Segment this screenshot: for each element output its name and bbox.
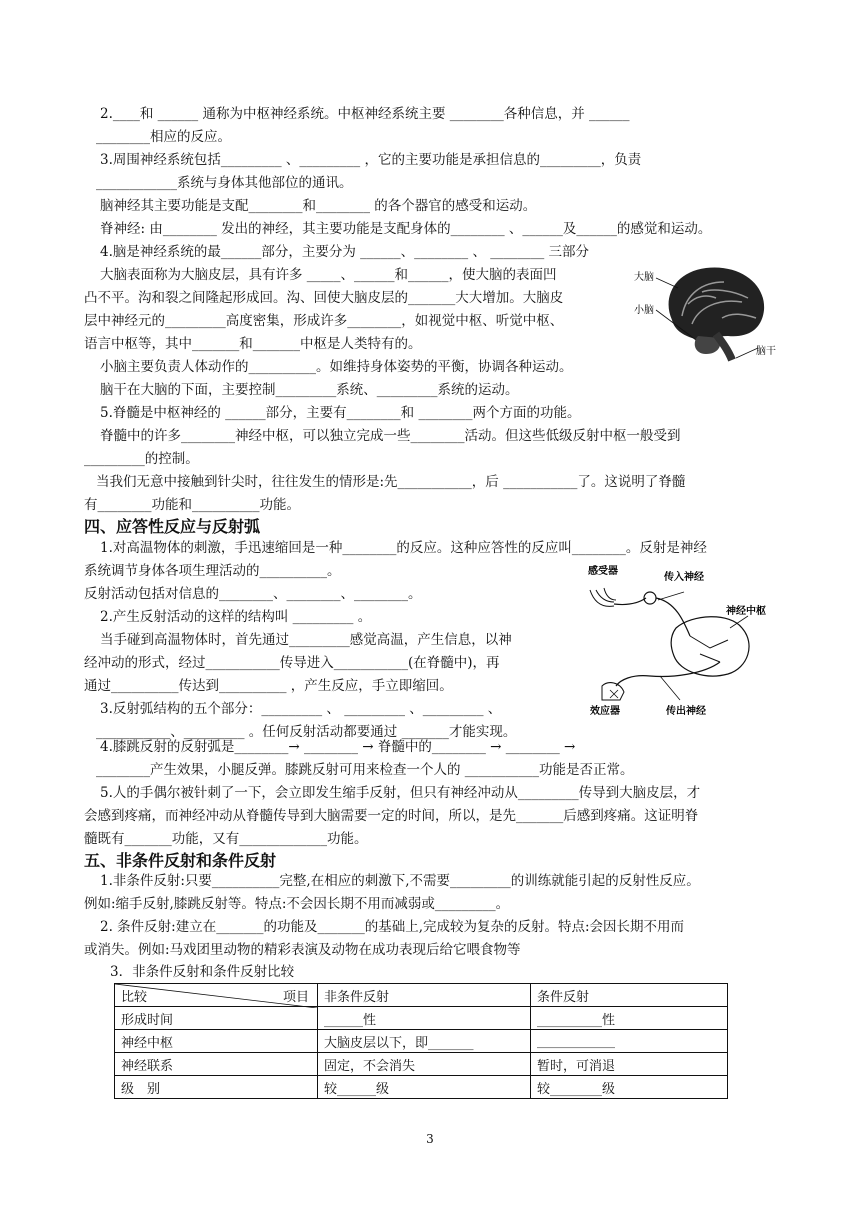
arc-label-efferent: 传出神经: [666, 706, 706, 717]
table-row: [115, 1030, 728, 1053]
table-cell: 暂时，可消退: [531, 1053, 728, 1076]
line: 3．非条件反射和条件反射比较: [110, 964, 295, 980]
table-cell: 神经中枢: [115, 1030, 318, 1053]
line: 脑干在大脑的下面，主要控制_________系统、_________系统的运动。: [100, 382, 519, 398]
table-row: [115, 1053, 728, 1076]
arc-label-receptor: 感受器: [588, 566, 618, 577]
corner-right-label: 项目: [282, 990, 309, 1005]
table-header-row: [115, 984, 728, 1007]
line: 2.____和 ______ 通称为中枢神经系统。中枢神经系统主要 ________各种信息，并 ______: [100, 106, 630, 122]
line: ____________系统与身体其他部位的通讯。: [96, 175, 353, 191]
line: 5.人的手偶尔被针刺了一下，会立即发生缩手反射，但只有神经冲动从_________传导到大脑皮层，才: [100, 785, 701, 801]
comparison-table: [114, 983, 728, 1099]
reflex-arc-diagram: [580, 562, 780, 722]
line: 1.对高温物体的刺激，手迅速缩回是一种________的反应。这种应答性的反应叫________。反射是神经: [100, 540, 707, 556]
table-cell: 神经联系: [115, 1053, 318, 1076]
line: 反射活动包括对信息的________、________、________。: [84, 586, 422, 602]
table-header-cell: 条件反射: [531, 984, 728, 1007]
line: _________的控制。: [84, 451, 199, 467]
table-cell: 较________级: [531, 1076, 728, 1099]
line: 4.脑是神经系统的最______部分，主要分为 ______、________ 、 ________ 三部分: [100, 244, 590, 260]
line: 当我们无意中接触到针尖时，往往发生的情形是:先___________，后 ___________了。这说明了脊髓: [96, 474, 686, 490]
table-cell: 形成时间: [115, 1007, 318, 1030]
table-cell: 较______级: [318, 1076, 531, 1099]
line: 5.脊髓是中枢神经的 ______部分，主要有________和 ________两个方面的功能。: [100, 405, 581, 421]
line: 1.非条件反射:只要__________完整,在相应的刺激下,不需要_________的训练就能引起的反射性反应。: [100, 873, 700, 889]
line: 2.产生反射活动的这样的结构叫 _________ 。: [100, 609, 372, 625]
line: 当手碰到高温物体时，首先通过_________感觉高温，产生信息，以神: [100, 632, 512, 648]
line: 髓既有_______功能，又有_____________功能。: [84, 831, 368, 847]
line: 例如:缩手反射,膝跳反射等。特点:不会因长期不用而减弱或_________。: [84, 896, 510, 912]
line: 语言中枢等，其中_______和_______中枢是人类特有的。: [84, 336, 422, 352]
table-cell: 固定，不会消失: [318, 1053, 531, 1076]
table-row: [115, 1007, 728, 1030]
table-corner-cell: [115, 984, 318, 1007]
line: 会感到疼痛，而神经冲动从脊髓传导到大脑需要一定的时间，所以，是先_______后感到疼痛。这证明脊: [84, 808, 699, 824]
table-cell: __________性: [531, 1007, 728, 1030]
arc-label-effector: 效应器: [590, 706, 620, 717]
table-cell: 级 别: [115, 1076, 318, 1099]
table-header-cell: 非条件反射: [318, 984, 531, 1007]
brain-diagram: [632, 258, 778, 366]
line: 3.周围神经系统包括_________ 、_________ ，它的主要功能是承担信息的_________，负责: [100, 152, 642, 168]
table-row: [115, 1076, 728, 1099]
brain-label-brainstem: 脑干: [756, 346, 776, 357]
arc-label-center: 神经中枢: [726, 606, 766, 617]
line: 脊髓中的许多________神经中枢，可以独立完成一些________活动。但这些低级反射中枢一般受到: [100, 428, 681, 444]
line: 层中神经元的_________高度密集，形成许多________，如视觉中枢、听觉中枢、: [84, 313, 564, 329]
page-number: 3: [426, 1132, 434, 1146]
line: 3.反射弧结构的五个部分：_________ 、 _________ 、_________ 、: [100, 701, 502, 717]
line: 脑神经其主要功能是支配________和________ 的各个器官的感受和运动。: [100, 198, 537, 214]
brain-label-cerebrum: 大脑: [634, 272, 654, 283]
table-cell: ______性: [318, 1007, 531, 1030]
line: 脊神经: 由________ 发出的神经，其主要功能是支配身体的________ 、______及______的感觉和运动。: [100, 221, 712, 237]
arc-label-afferent: 传入神经: [664, 572, 704, 583]
corner-left-label: 比较: [121, 989, 148, 1005]
line: 有________功能和__________功能。: [84, 497, 300, 513]
line: ________相应的反应。: [96, 129, 231, 145]
section-heading: 四、应答性反应与反射弧: [84, 517, 261, 536]
line: 大脑表面称为大脑皮层，具有许多 _____、______和______，使大脑的表面凹: [100, 267, 557, 283]
brain-label-cerebellum: 小脑: [634, 305, 654, 316]
section-heading: 五、非条件反射和条件反射: [84, 851, 277, 870]
line: 通过__________传达到__________ ，产生反应，手立即缩回。: [84, 678, 453, 694]
line: 系统调节身体各项生理活动的__________。: [84, 563, 341, 579]
line: 小脑主要负责人体动作的__________。如维持身体姿势的平衡，协调各种运动。: [100, 359, 573, 375]
line: 经冲动的形式，经过___________传导进入___________(在脊髓中)，再: [84, 655, 500, 671]
line: 或消失。例如:马戏团里动物的精彩表演及动物在成功表现后给它喂食物等: [84, 942, 521, 958]
line: ___________、_________ 。任何反射活动都要通过 _______才能实现。: [96, 724, 517, 740]
table-cell: 大脑皮层以下，即_______: [318, 1030, 531, 1053]
line: ________产生效果，小腿反弹。膝跳反射可用来检查一个人的 ___________功能是否正常。: [96, 762, 634, 778]
line: 4.膝跳反射的反射弧是________→ ________ → 脊髓中的________ → ________ →: [100, 739, 576, 755]
line: 凸不平。沟和裂之间隆起形成回。沟、回使大脑皮层的_______大大增加。大脑皮: [84, 290, 564, 306]
table-cell: ____________: [531, 1030, 728, 1053]
line: 2. 条件反射:建立在_______的功能及_______的基础上,完成较为复杂的反射。特点:会因长期不用而: [100, 919, 685, 935]
